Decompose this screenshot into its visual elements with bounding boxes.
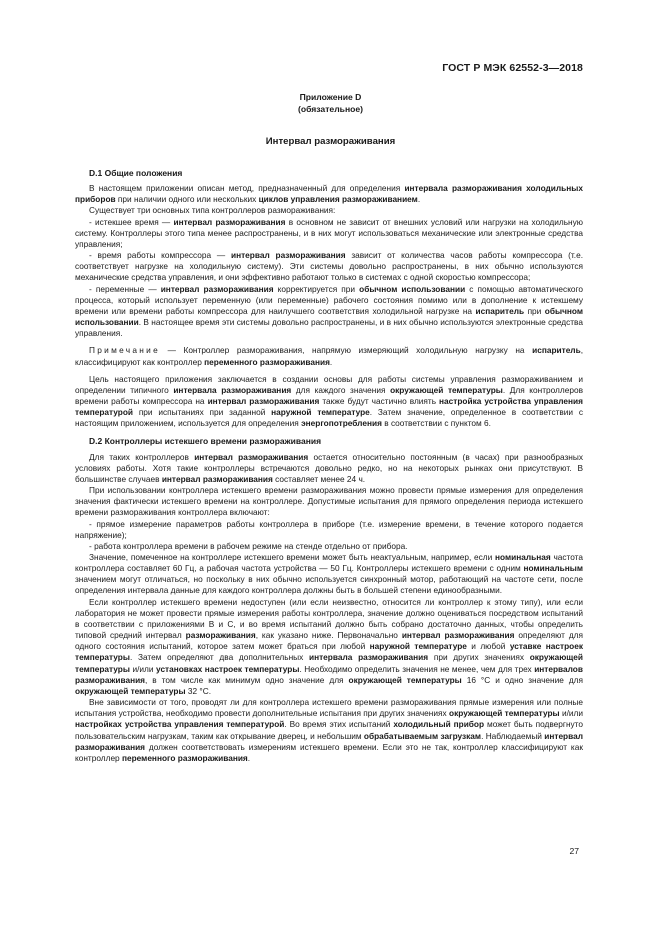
list-item: [75, 250, 583, 283]
paragraph: [75, 374, 583, 430]
term-bold: переменного размораживания: [204, 356, 330, 367]
text-run: .: [247, 752, 251, 763]
text-run: При использовании контроллера истекшего времени размораживания можно провести прямые измерения для определения значения фактически истекшего времени на контроллере. Допустимые испытания для прямого определения периода истекшего времени размораживания контроллера включают:: [75, 485, 583, 518]
term-bold: испаритель: [475, 305, 525, 316]
term-bold: испаритель: [532, 345, 581, 356]
term-bold: наружной температуре: [271, 407, 370, 418]
term-bold: окружающей температуры: [449, 708, 560, 719]
text-run: для каждого значения: [291, 384, 391, 395]
paragraph: [75, 183, 583, 205]
text-run: . Для контроллеров времени работы компрессора на: [75, 384, 583, 406]
list-item: [75, 217, 583, 250]
section-heading: D.2 Контроллеры истекшего времени размораживания: [89, 436, 322, 447]
document-body: [75, 168, 583, 764]
text-run: Вне зависимости от того, проводят ли для контроллера истекшего времени размораживания прямые измерения или полные испытания устройства, необходимо провести дополнительные испытания при других значениях: [75, 697, 583, 719]
text-run: с помощью автоматического процесса, который использует переменную (или переменные) рабочего состояния помимо или в дополнение к истекшему времени или времени работы компрессора для наилучшего соответствия холодильной нагрузке на: [75, 283, 583, 316]
term-bold: холодильный прибор: [393, 719, 485, 730]
list-item: [75, 541, 583, 552]
term-bold: настройка устройства управления температурой: [75, 395, 583, 418]
text-run: В настоящем приложении описан метод, предназначенный для определения: [89, 183, 405, 194]
term-bold: переменного размораживания: [121, 752, 248, 763]
text-run: , как указано ниже. Первоначально: [255, 630, 402, 641]
text-run: корректируется при: [273, 283, 360, 294]
term-bold: обычном использовании: [75, 305, 583, 328]
text-run: . Затем определяют два дополнительных: [129, 652, 309, 663]
text-run: . Наблюдаемый: [481, 730, 545, 741]
term-bold: интервала размораживания: [173, 384, 292, 395]
note-label: Примечание: [89, 345, 161, 356]
text-run: частота контроллера составляет 60 Гц, а рабочая частота устройства — 50 Гц. Контроллеры истекшего времени с одним: [75, 552, 583, 574]
term-bold: интервал размораживания: [160, 283, 274, 294]
text-run: Существует три основных типа контроллеров размораживания:: [89, 205, 336, 216]
text-run: . Во время этих испытаний: [284, 719, 394, 730]
text-run: Для таких контроллеров: [89, 451, 195, 462]
text-run: . Затем значение, определенное в соответствии с настоящим приложением, используется для определения: [75, 407, 584, 429]
text-run: - истекшее время —: [89, 216, 174, 227]
term-bold: номинальная: [495, 552, 551, 562]
term-bold: интервал размораживания: [401, 630, 515, 641]
note: [75, 345, 583, 367]
term-bold: окружающей температуры: [75, 652, 583, 674]
term-bold: настройках устройства управления температурой: [75, 719, 285, 730]
text-run: — Контроллер размораживания, напрямую измеряющий холодильную нагрузку на: [160, 345, 533, 356]
term-bold: размораживания: [185, 630, 256, 641]
term-bold: обычном использовании: [359, 283, 466, 294]
text-run: при других значениях: [428, 652, 530, 663]
text-run: Если контроллер истекшего времени недоступен (или если неизвестно, относится ли контроллер к этому типу), или если лаборатория не может провести прямые измерения работы контроллера, значение должно оцениваться посредством испытаний в соответствии с приложениями В и С, и во время испытаний должно быть собрано достаточно данных, чтобы определить типовой средний интервал: [75, 596, 583, 641]
text-run: и/или: [129, 663, 157, 674]
term-bold: номинальным: [523, 563, 583, 574]
paragraph: [75, 597, 583, 697]
term-bold: интервал размораживания: [161, 473, 273, 484]
term-bold: интервал размораживания: [173, 216, 286, 227]
term-bold: энергопотребления: [301, 418, 382, 429]
text-run: может быть подвергнуто пользовательским нагрузкам, таким как открывание дверец, и небольшим: [75, 719, 583, 741]
list-item: [75, 284, 583, 340]
text-run: при: [524, 305, 545, 316]
document-title: Интервал размораживания: [265, 136, 396, 147]
appendix-status: (обязательное): [297, 103, 364, 114]
text-run: и любой: [466, 641, 510, 652]
paragraph: [75, 452, 583, 485]
text-run: - прямое измерение параметров работы контроллера в приборе (т.е. измерение времени, в течение которого подается напряжение);: [75, 518, 583, 540]
term-bold: уставке настроек температуры: [75, 641, 583, 663]
paragraph: [75, 485, 583, 518]
text-run: 16 °С и одно значение для: [461, 674, 583, 685]
term-bold: интервал размораживания: [207, 395, 320, 406]
text-run: также будут частично влиять: [319, 395, 440, 406]
term-bold: наружной температуре: [369, 641, 467, 652]
text-run: - работа контроллера времени в рабочем режиме на стенде отдельно от прибора.: [89, 540, 408, 551]
text-run: - время работы компрессора —: [89, 250, 231, 261]
paragraph: [75, 552, 583, 597]
term-bold: окружающей температуры: [75, 685, 186, 696]
list-item: [75, 519, 583, 541]
page-number: 27: [569, 846, 579, 856]
text-run: в соответствии с пунктом 6.: [381, 418, 491, 429]
text-run: и/или: [559, 708, 584, 719]
text-run: , классифицируют как контроллер: [75, 345, 583, 367]
section-d2: [75, 436, 583, 764]
section-d1: [75, 168, 583, 429]
term-bold: окружающей температуры: [390, 384, 503, 395]
paragraph: [75, 205, 583, 216]
section-heading: D.1 Общие положения: [89, 168, 183, 178]
text-run: при наличии одного или нескольких: [115, 194, 259, 205]
text-run: .: [417, 194, 421, 205]
text-run: составляет менее 24 ч.: [272, 473, 366, 484]
term-bold: интервала размораживания: [309, 652, 429, 663]
standard-header: ГОСТ Р МЭК 62552-3—2018: [442, 62, 583, 74]
text-run: значением могут отличаться, но поскольку в них обычно используется синхронный мотор, работающий на частоте сети, после определения интервала данные для каждого контроллера должны быть в большей степени единообразными.: [75, 574, 583, 596]
text-run: .: [329, 356, 333, 367]
text-run: Цель настоящего приложения заключается в создании основы для работы системы управления размораживанием и определении типичного: [75, 373, 583, 395]
term-bold: установках настроек температуры: [156, 663, 300, 674]
text-run: остается относительно постоянным (в часах) при разнообразных условиях работы. Хотя такие контроллеры встречаются довольно редко, но на некоторых рынках они присутствуют. В большинстве случаев: [75, 451, 584, 484]
text-run: . В настоящее время эти системы довольно распространены, и в них обычно используются электронные средства управления.: [75, 317, 583, 339]
text-run: Значение, помеченное на контроллере истекшего времени может быть неактуальным, например, если: [89, 552, 496, 562]
text-run: зависит от количества часов работы компрессора (т.е. соответствует нагрузке на холодильную систему). Эти системы довольно распространены, в них обычно используются механические средства управления, и они эффективно работают только в системах с одной скоростью компрессора;: [75, 250, 584, 283]
term-bold: интервал размораживания: [194, 451, 309, 462]
text-run: должен соответствовать измерениям истекшего времени. Если это не так, контроллер классифицируют как контроллер: [75, 741, 583, 763]
appendix-title: Приложение D: [299, 92, 362, 102]
appendix-heading: [0, 92, 661, 115]
term-bold: интервал размораживания: [75, 730, 583, 752]
text-run: в основном не зависит от внешних условий или нагрузки на холодильную систему. Контроллеры этого типа менее распространены, и в них могут использоваться механические или электронные средства управления;: [75, 216, 583, 249]
text-run: при испытаниях при заданной: [133, 407, 272, 418]
term-bold: циклов управления размораживанием: [258, 194, 418, 205]
term-bold: интервала размораживания холодильных приборов: [75, 183, 583, 205]
text-run: . Необходимо определить значения не менее, чем для трех: [299, 663, 535, 674]
text-run: 32 °С.: [185, 685, 212, 696]
term-bold: обрабатываемым загрузкам: [363, 730, 482, 741]
term-bold: интервал размораживания: [231, 250, 346, 261]
text-run: определяют для одного состояния испытаний, которое затем может браться при любой: [75, 630, 584, 652]
term-bold: окружающей температуры: [348, 674, 462, 685]
text-run: - переменные —: [89, 283, 161, 294]
term-bold: интервалов размораживания: [75, 663, 583, 685]
text-run: , в том числе как минимум одно значение для: [145, 674, 349, 685]
paragraph: [75, 697, 583, 764]
